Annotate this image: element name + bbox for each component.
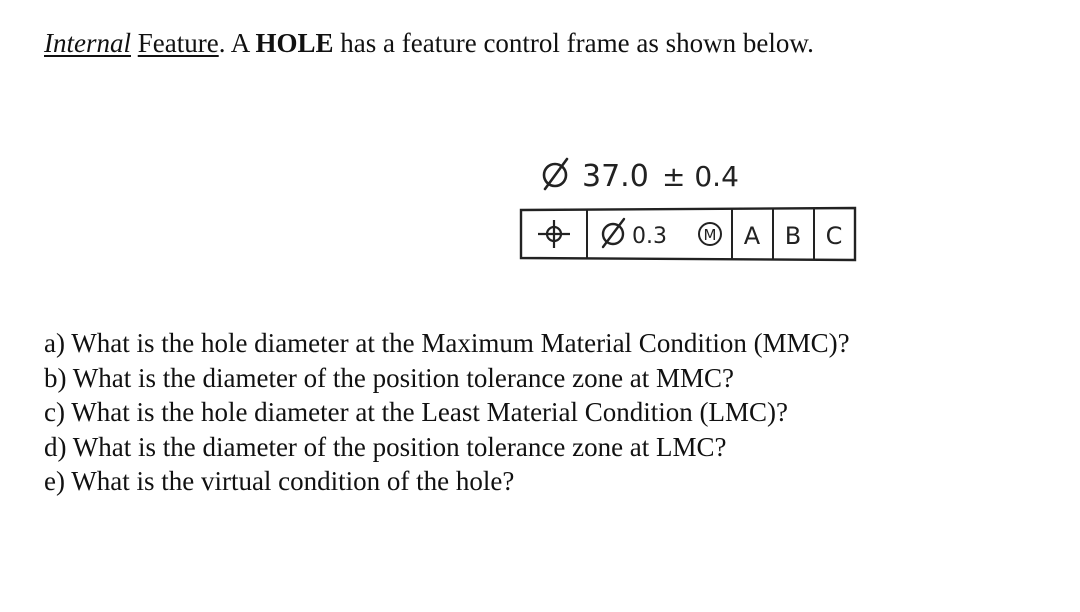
problem-heading xyxy=(44,25,814,61)
heading-feature: Feature xyxy=(137,28,219,58)
datum-a: A xyxy=(743,222,761,250)
datum-b: B xyxy=(784,222,802,250)
heading-hole: HOLE xyxy=(255,28,334,58)
heading-connector: . A xyxy=(218,28,256,58)
tolerance-value: 0.3 xyxy=(632,224,667,249)
mmc-modifier-letter: M xyxy=(703,226,717,244)
question-b: b) What is the diameter of the position tolerance zone at MMC? xyxy=(44,362,735,393)
question-e: e) What is the virtual condition of the hole? xyxy=(44,466,515,496)
position-icon xyxy=(538,220,570,248)
datum-c: C xyxy=(825,222,843,250)
diameter-symbol-icon xyxy=(544,159,567,189)
size-dimension-value: 37.0 xyxy=(582,159,649,194)
question-d: d) What is the diameter of the position tolerance zone at LMC? xyxy=(44,431,727,462)
question-c: c) What is the hole diameter at the Least Material Condition (LMC)? xyxy=(44,397,789,427)
heading-rest: has a feature control frame as shown below. xyxy=(333,28,814,58)
heading-internal: Internal xyxy=(44,28,131,58)
mmc-modifier-icon xyxy=(699,223,721,245)
control-frame-box xyxy=(521,208,855,260)
question-a: a) What is the hole diameter at the Maximum Material Condition (MMC)? xyxy=(44,328,850,358)
feature-control-frame-figure xyxy=(510,140,870,280)
feature-control-frame-drawing xyxy=(510,140,870,280)
tolerance-diameter-icon xyxy=(603,219,624,247)
question-list xyxy=(44,326,850,499)
size-tolerance-value: ± 0.4 xyxy=(662,160,739,193)
